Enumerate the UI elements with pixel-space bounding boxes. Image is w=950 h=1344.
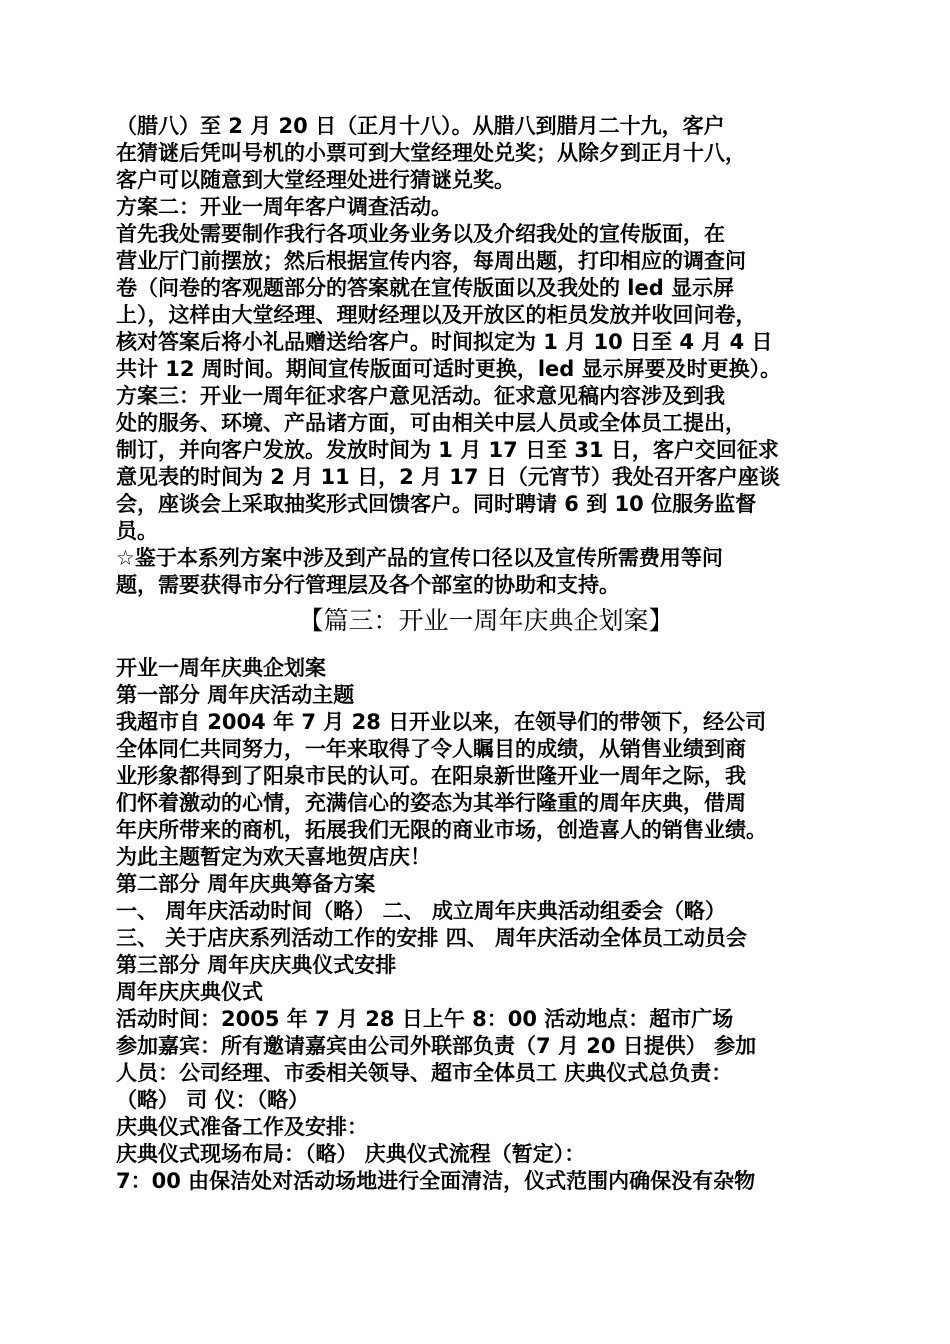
text-line: （略） 司 仪：（略）: [116, 1088, 310, 1112]
text-line: 会，座谈会上采取抽奖形式回馈客户。同时聘请 6 到 10 位服务监督: [116, 492, 757, 516]
text-line: （腊八）至 2 月 20 日（正月十八）。从腊八到腊月二十九，客户: [116, 114, 725, 138]
text-line: 7：00 由保洁处对活动场地进行全面清洁，仪式范围内确保没有杂物: [116, 1169, 756, 1193]
text-line: 客户可以随意到大堂经理处进行猜谜兑奖。: [116, 168, 515, 192]
part-three-heading: 第三部分 周年庆庆典仪式安排: [116, 953, 397, 977]
text-line: 全体同仁共同努力，一年来取得了令人瞩目的成绩，从销售业绩到商: [116, 737, 746, 761]
plan-title: 开业一周年庆典企划案: [116, 656, 326, 680]
body-text-bottom: [116, 655, 856, 1195]
document-page: [116, 113, 856, 1195]
text-line: 首先我处需要制作我行各项业务业务以及介绍我处的宣传版面，在: [116, 222, 725, 246]
text-line: 处的服务、环境、产品诸方面，可由相关中层人员或全体员工提出，: [116, 411, 746, 435]
text-line: 人员：公司经理、市委相关领导、超市全体员工 庆典仪式总负责：: [116, 1061, 733, 1085]
part-one-heading: 第一部分 周年庆活动主题: [116, 683, 355, 707]
text-line: 在猜谜后凭叫号机的小票可到大堂经理处兑奖；从除夕到正月十八，: [116, 141, 746, 165]
spacer: [116, 641, 856, 655]
body-text-top: [116, 113, 856, 599]
text-line: 庆典仪式准备工作及安排：: [116, 1115, 368, 1139]
text-line: 庆典仪式现场布局：（略） 庆典仪式流程（暂定）：: [116, 1142, 586, 1166]
text-line: 我超市自 2004 年 7 月 28 日开业以来，在领导们的带领下，经公司: [116, 710, 767, 734]
text-line: 卷（问卷的客观题部分的答案就在宣传版面以及我处的 led 显示屏: [116, 276, 735, 300]
text-line: 活动时间：2005 年 7 月 28 日上午 8：00 活动地点：超市广场: [116, 1007, 734, 1031]
plan-three-heading: 方案三：开业一周年征求客户意见活动。征求意见稿内容涉及到我: [116, 384, 725, 408]
text-line: 营业厅门前摆放；然后根据宣传内容，每周出题，打印相应的调查问: [116, 249, 746, 273]
text-line: 上），这样由大堂经理、理财经理以及开放区的柜员发放并收回问卷，: [116, 303, 757, 327]
section-title: 【篇三：开业一周年庆典企划案】: [298, 606, 674, 635]
text-line: 员。: [116, 519, 158, 543]
part-two-heading: 第二部分 周年庆典筹备方案: [116, 872, 376, 896]
text-line: 们怀着激动的心情，充满信心的姿态为其举行隆重的周年庆典，借周: [116, 791, 746, 815]
text-line: 三、 关于店庆系列活动工作的安排 四、 周年庆活动全体员工动员会: [116, 926, 747, 950]
text-line: 为此主题暂定为欢天喜地贺店庆！: [116, 845, 431, 869]
text-line: 周年庆庆典仪式: [116, 980, 263, 1004]
text-line: ☆鉴于本系列方案中涉及到产品的宣传口径以及宣传所需费用等问: [116, 546, 723, 570]
text-line: 题，需要获得市分行管理层及各个部室的协助和支持。: [116, 573, 620, 597]
text-line: 共计 12 周时间。期间宣传版面可适时更换，led 显示屏要及时更换）。: [116, 357, 782, 381]
text-line: 年庆所带来的商机，拓展我们无限的商业市场，创造喜人的销售业绩。: [116, 818, 767, 842]
text-line: 业形象都得到了阳泉市民的认可。在阳泉新世隆开业一周年之际，我: [116, 764, 746, 788]
text-line: 核对答案后将小礼品赠送给客户。时间拟定为 1 月 10 日至 4 月 4 日: [116, 330, 773, 354]
text-line: 参加嘉宾：所有邀请嘉宾由公司外联部负责（7 月 20 日提供） 参加: [116, 1034, 757, 1058]
text-line: 一、 周年庆活动时间（略） 二、 成立周年庆典活动组委会（略）: [116, 899, 726, 923]
plan-two-heading: 方案二：开业一周年客户调查活动。: [116, 195, 452, 219]
text-line: 意见表的时间为 2 月 11 日，2 月 17 日（元宵节）我处召开客户座谈: [116, 465, 780, 489]
text-line: 制订，并向客户发放。发放时间为 1 月 17 日至 31 日，客户交回征求: [116, 438, 779, 462]
